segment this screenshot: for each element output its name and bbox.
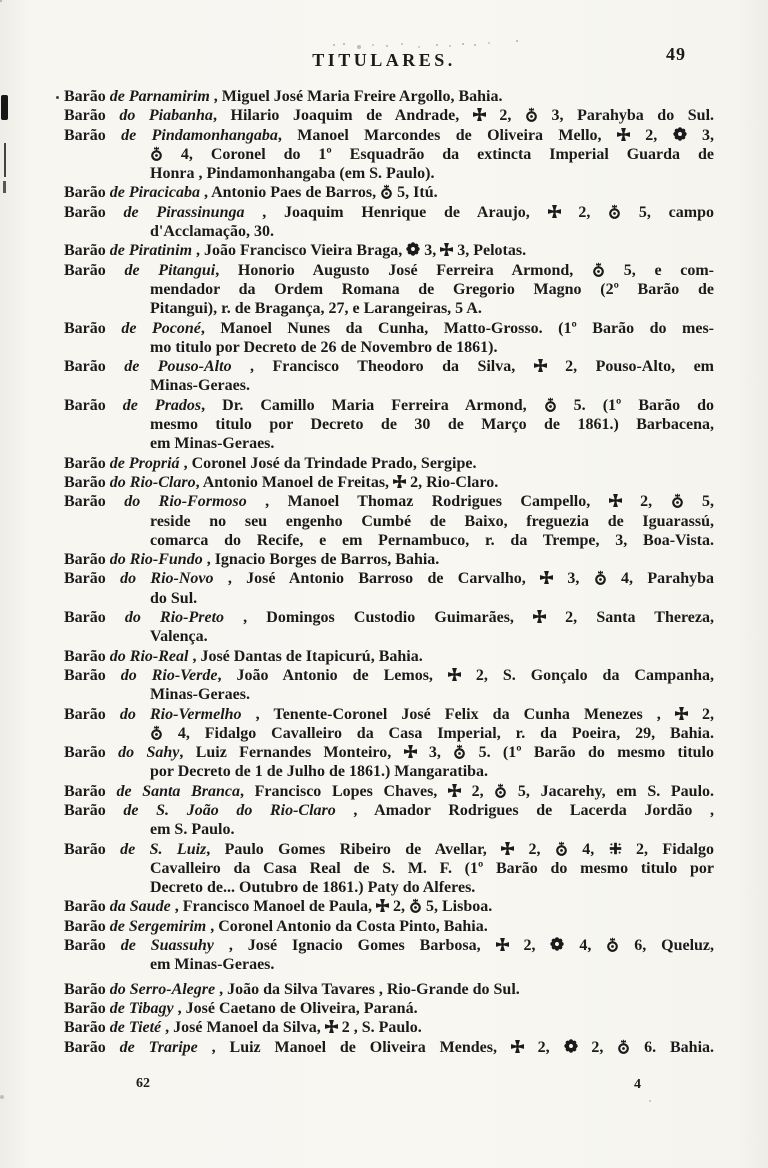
- titular-entry: [64, 1038, 714, 1057]
- page-number: 49: [666, 44, 686, 64]
- barony-title: da Saude: [109, 898, 171, 916]
- entry-line: mendador da Ordem Romana de Gregorio Magno (2º Barão de: [150, 280, 714, 298]
- entry-line: comarca do Recife, e em Pernambuco, r. da Trempe, 3, Boa-Vista.: [150, 531, 714, 549]
- entry-line: Barão de Tibagy , José Caetano de Oliveira, Paraná.: [64, 999, 418, 1017]
- barony-title: de S. João do Rio-Claro: [123, 801, 336, 819]
- entry-line: em Minas-Geraes.: [150, 956, 275, 974]
- entry-line: Barão de Santa Branca, Francisco Lopes Chaves, 2, 5, Jacarehy, em S. Paulo.: [64, 782, 715, 800]
- christ-order-cross-icon: [440, 243, 453, 256]
- titular-entry: [64, 705, 714, 744]
- christ-order-cross-icon: [533, 610, 546, 623]
- titular-entry: [64, 396, 714, 454]
- titular-entry: [64, 241, 714, 260]
- crowned-medal-icon: [592, 262, 605, 277]
- entry-line: do Sul.: [150, 589, 198, 607]
- entry-line: por Decreto de 1 de Julho de 1861.) Mangaratiba.: [150, 763, 489, 781]
- entry-line: Barão de Parnamirim , Miguel José Maria Freire Argollo, Bahia.: [64, 88, 503, 105]
- crowned-medal-icon: [150, 146, 163, 161]
- entry-line: Barão de Pouso-Alto , Francisco Theodoro da Silva, 2, Pouso-Alto, em: [64, 358, 715, 376]
- rosette-icon: [673, 127, 687, 141]
- rosette-icon: [564, 1039, 578, 1053]
- entry-line: Barão do Rio-Fundo , Ignacio Borges de Barros, Bahia.: [64, 551, 440, 569]
- entry-line: Barão do Rio-Verde, João Antonio de Lemos, 2, S. Gonçalo da Campanha,: [64, 666, 715, 684]
- crowned-medal-icon: [671, 493, 684, 508]
- entry-line: Barão de Suassuhy , José Ignacio Gomes Barbosa, 2, 4, 6, Queluz,: [64, 937, 715, 955]
- crowned-medal-icon: [617, 1039, 630, 1054]
- entry-line: Barão do Sahy, Luiz Fernandes Monteiro, 3, 5. (1º Barão do mesmo titulo: [64, 744, 714, 762]
- barony-title: de Tieté: [109, 1019, 162, 1037]
- barony-title: do Rio-Real: [109, 647, 189, 665]
- entry-line: mesmo titulo por Decreto de 30 de Março de 1861.) Barbacena,: [150, 416, 714, 434]
- entry-line: Barão de Sergemirim , Coronel Antonio da Costa Pinto, Bahia.: [64, 917, 488, 935]
- entry-line: Minas-Geraes.: [150, 377, 250, 395]
- entry-line: Barão de Traripe , Luiz Manoel de Oliveira Mendes, 2, 2, 6. Bahia.: [64, 1038, 715, 1056]
- crowned-medal-icon: [594, 570, 607, 585]
- entry-line: Minas-Geraes.: [150, 686, 250, 704]
- titular-entry: [64, 492, 714, 550]
- entry-line: d'Acclamação, 30.: [150, 223, 274, 241]
- christ-order-cross-icon: [325, 1020, 338, 1033]
- crowned-medal-icon: [555, 841, 568, 856]
- entry-line: Barão da Saude , Francisco Manoel de Paula, 2, 5, Lisboa.: [64, 898, 493, 916]
- titular-entry: [64, 917, 714, 936]
- entry-line: Decreto de... Outubro de 1861.) Paty do Alferes.: [150, 879, 476, 897]
- barony-title: de Suassuhy: [120, 937, 214, 955]
- titular-entry: [64, 647, 714, 666]
- crowned-medal-icon: [544, 397, 557, 412]
- titular-entry: [64, 801, 714, 840]
- entry-line: reside no seu engenho Cumbé de Baixo, freguezia de Iguarassú,: [150, 512, 714, 530]
- scan-artifact-line: [4, 143, 6, 177]
- barony-title: de S. Luiz: [120, 840, 207, 858]
- titular-entry: [64, 357, 714, 396]
- barony-title: de Traripe: [119, 1038, 198, 1056]
- titular-entry: [64, 261, 714, 319]
- crowned-medal-icon: [608, 204, 621, 219]
- barony-title: de Santa Branca: [116, 782, 240, 800]
- entry-line: Barão do Serro-Alegre , João da Silva Tavares , Rio-Grande do Sul.: [64, 980, 520, 998]
- entry-line: Barão do Rio-Real , José Dantas de Itapicurú, Bahia.: [64, 647, 423, 665]
- entry-line: Barão do Piabanha, Hilario Joaquim de Andrade, 2, 3, Parahyba do Sul.: [64, 107, 715, 125]
- rosette-icon: [550, 937, 564, 951]
- titular-entry: [64, 550, 714, 569]
- entry-line: Barão de Pitangui, Honorio Augusto José Ferreira Armond, 5, e com-: [64, 261, 715, 279]
- barony-title: do Rio-Preto: [124, 609, 225, 627]
- entry-line: Barão do Rio-Formoso , Manoel Thomaz Rodrigues Campello, 2, 5,: [64, 493, 715, 511]
- barony-title: de Parnamirim: [109, 88, 210, 105]
- entry-line: Barão do Rio-Claro, Antonio Manoel de Freitas, 2, Rio-Claro.: [64, 473, 499, 491]
- barony-title: do Rio-Claro: [109, 473, 196, 491]
- titular-entry: [64, 666, 714, 705]
- titular-entry: [64, 840, 714, 898]
- christ-order-cross-icon: [404, 745, 417, 758]
- christ-order-cross-icon: [473, 108, 486, 121]
- titular-entry: [64, 782, 714, 801]
- christ-order-cross-icon: [548, 205, 561, 218]
- entry-line: Barão de Prados, Dr. Camillo Maria Ferreira Armond, 5. (1º Barão do: [64, 396, 715, 414]
- entry-line: Barão de Pirassinunga , Joaquim Henrique de Araujo, 2, 5, campo: [64, 203, 714, 221]
- christ-order-cross-icon: [511, 1040, 524, 1053]
- barony-title: de Propriá: [109, 454, 180, 472]
- crowned-medal-icon: [453, 744, 466, 759]
- titular-entry: [64, 203, 714, 242]
- christ-order-cross-icon: [540, 571, 553, 584]
- christ-order-cross-icon: [617, 128, 630, 141]
- crowned-medal-icon: [409, 898, 422, 913]
- barony-title: de Sergemirim: [109, 917, 207, 935]
- barony-title: do Piabanha: [119, 107, 213, 125]
- entry-line: 4, Fidalgo Cavalleiro da Casa Imperial, r. da Poeira, 29, Bahia.: [64, 724, 714, 743]
- entry-line: Barão de S. Luiz, Paulo Gomes Ribeiro de Avellar, 2, 4, 2, Fidalgo: [64, 840, 714, 858]
- entry-line: Barão de Poconé, Manoel Nunes da Cunha, Matto-Grosso. (1º Barão do mes-: [64, 319, 715, 337]
- titular-entry: [64, 106, 714, 125]
- barony-title: de Poconé: [121, 319, 201, 337]
- crowned-medal-icon: [380, 184, 393, 199]
- barony-title: de Tibagy: [109, 999, 174, 1017]
- titular-entry: [64, 87, 714, 106]
- entry-line: Barão do Rio-Novo , José Antonio Barroso de Carvalho, 3, 4, Parahyba: [64, 570, 714, 588]
- entry-line: Barão do Rio-Vermelho , Tenente-Coronel José Felix da Cunha Menezes , 2,: [64, 705, 715, 723]
- titular-entry: [64, 608, 714, 647]
- christ-order-cross-icon: [534, 359, 547, 372]
- titular-entry: [64, 126, 714, 184]
- entry-line: Cavalleiro da Casa Real de S. M. F. (1º Barão do mesmo titulo por: [150, 859, 714, 877]
- entry-line: em Minas-Geraes.: [150, 435, 275, 453]
- signature-mark-left: 62: [136, 1076, 150, 1091]
- entry-line: Barão de S. João do Rio-Claro , Amador Rodrigues de Lacerda Jordão ,: [64, 801, 715, 819]
- signature-mark-right: 4: [634, 1077, 641, 1092]
- crowned-medal-icon: [494, 783, 507, 798]
- barony-title: de Pouso-Alto: [124, 358, 232, 376]
- scan-noise-speckles: [0, 0, 2, 2]
- page-title: TITULARES.: [312, 50, 456, 70]
- barony-title: de Pitangui: [124, 261, 216, 279]
- christ-order-cross-icon: [496, 938, 509, 951]
- christ-order-cross-icon: [376, 899, 389, 912]
- entry-line: em S. Paulo.: [150, 821, 235, 839]
- crowned-medal-icon: [525, 107, 538, 122]
- rosette-icon: [406, 242, 420, 256]
- titular-entry: [64, 743, 714, 782]
- entry-line: Barão de Pindamonhangaba, Manoel Marcondes de Oliveira Mello, 2, 3,: [64, 126, 715, 144]
- titular-entry: [64, 980, 714, 999]
- christ-order-cross-icon: [393, 475, 406, 488]
- barony-title: de Prados: [122, 396, 202, 414]
- titular-entry: [64, 473, 714, 492]
- entry-line: Pitangui), r. de Bragança, 27, e Larangeiras, 5 A.: [150, 300, 482, 318]
- barony-title: de Piratinim: [109, 242, 193, 260]
- barony-title: de Piracicaba: [109, 184, 200, 202]
- ink-dot: [56, 96, 59, 99]
- ink-blot-left-margin: [1, 95, 8, 120]
- crowned-medal-icon: [606, 937, 619, 952]
- barony-title: de Pirassinunga: [123, 203, 245, 221]
- barony-title: do Serro-Alegre: [109, 980, 216, 998]
- titular-entry: [64, 999, 714, 1018]
- christ-order-cross-icon: [501, 842, 514, 855]
- christ-order-cross-icon: [448, 784, 461, 797]
- entries-list: [64, 87, 714, 1057]
- aviz-order-cross-icon: [609, 842, 622, 855]
- scan-artifact-line: [3, 181, 6, 193]
- barony-title: do Rio-Novo: [120, 570, 214, 588]
- entry-line: Barão de Propriá , Coronel José da Trindade Prado, Sergipe.: [64, 454, 477, 472]
- titular-entry: [64, 897, 714, 916]
- crowned-medal-icon: [150, 725, 163, 740]
- titular-entry: [64, 454, 714, 473]
- barony-title: do Rio-Vermelho: [119, 705, 242, 723]
- barony-title: do Rio-Verde: [120, 666, 218, 684]
- titular-entry: [64, 1018, 714, 1037]
- entry-line: Valença.: [150, 628, 208, 646]
- titular-entry: [64, 936, 714, 975]
- barony-title: do Rio-Fundo: [109, 551, 203, 569]
- christ-order-cross-icon: [448, 668, 461, 681]
- barony-title: do Rio-Formoso: [124, 493, 247, 511]
- titular-entry: [64, 319, 714, 358]
- titular-entry: [64, 183, 714, 202]
- entry-line: Honra , Pindamonhangaba (em S. Paulo).: [150, 165, 435, 183]
- christ-order-cross-icon: [675, 707, 688, 720]
- barony-title: do Sahy: [118, 744, 180, 762]
- entry-line: 4, Coronel do 1º Esquadrão da extincta Imperial Guarda de: [64, 145, 714, 164]
- entry-line: Barão de Piratinim , João Francisco Vieira Braga, 3, 3, Pelotas.: [64, 242, 527, 260]
- entry-line: mo titulo por Decreto de 26 de Novembro de 1861).: [150, 338, 498, 356]
- barony-title: de Pindamonhangaba: [121, 126, 278, 144]
- titular-entry: [64, 569, 714, 608]
- entry-line: Barão de Piracicaba , Antonio Paes de Barros, 5, Itú.: [64, 184, 438, 202]
- entry-line: Barão do Rio-Preto , Domingos Custodio Guimarães, 2, Santa Thereza,: [64, 609, 714, 627]
- christ-order-cross-icon: [609, 494, 622, 507]
- entry-line: Barão de Tieté , José Manoel da Silva, 2 , S. Paulo.: [64, 1019, 422, 1037]
